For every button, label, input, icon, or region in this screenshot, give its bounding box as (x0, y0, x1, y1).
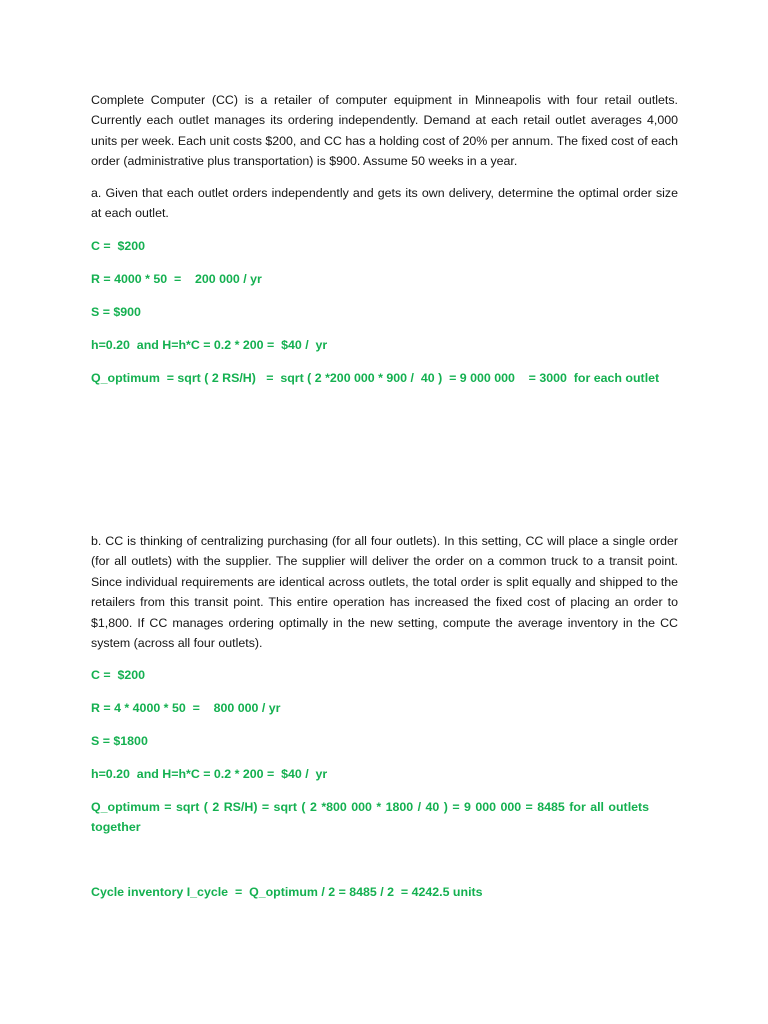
part-b-demand-line: R = 4 * 4000 * 50 = 800 000 / yr (91, 701, 281, 715)
part-a-cost-line: C = $200 (91, 239, 146, 253)
part-a-q-optimum-line: Q_optimum = sqrt ( 2 RS/H) = sqrt ( 2 *200 000 * 900 / 40 ) = 9 000 000 = 3000 for each outlet (91, 371, 660, 385)
part-b-q-optimum-line: Q_optimum = sqrt ( 2 RS/H) = sqrt ( 2 *800 000 * 1800 / 40 ) = 9 000 000 = 8485 for all outlets together (91, 800, 650, 835)
part-b-cycle-inventory-line: Cycle inventory I_cycle = Q_optimum / 2 = 8485 / 2 = 4242.5 units (91, 885, 483, 899)
part-b-question: b. CC is thinking of centralizing purchasing (for all four outlets). In this setting, CC will place a single order (for all outlets) with the supplier. The supplier will deliver the order on a common truck to a transit point. Since individual requirements are identical across outlets, the total order is split equally and shipped to the retailers from this transit point. This entire operation has increased the fixed cost of placing an order to $1,800. If CC manages ordering optimally in the new setting, compute the average inventory in the CC system (across all four outlets). (91, 534, 678, 651)
part-a-order-cost-line: S = $900 (91, 305, 141, 319)
part-b-order-cost-line: S = $1800 (91, 734, 148, 748)
part-b-holding-cost-line: h=0.20 and H=h*C = 0.2 * 200 = $40 / yr (91, 767, 328, 781)
part-a-question: a. Given that each outlet orders independently and gets its own delivery, determine the optimal order size at each outlet. (91, 186, 678, 221)
part-a-demand-line: R = 4000 * 50 = 200 000 / yr (91, 272, 262, 286)
problem-intro: Complete Computer (CC) is a retailer of computer equipment in Minneapolis with four retail outlets. Currently each outlet manages its ordering independently. Demand at each retail outlet averages 4,000 units per week. Each unit costs $200, and CC has a holding cost of 20% per annum. The fixed cost of each order (administrative plus transportation) is $900. Assume 50 weeks in a year. (91, 93, 678, 169)
part-a-holding-cost-line: h=0.20 and H=h*C = 0.2 * 200 = $40 / yr (91, 338, 328, 352)
part-b-cost-line: C = $200 (91, 668, 146, 682)
